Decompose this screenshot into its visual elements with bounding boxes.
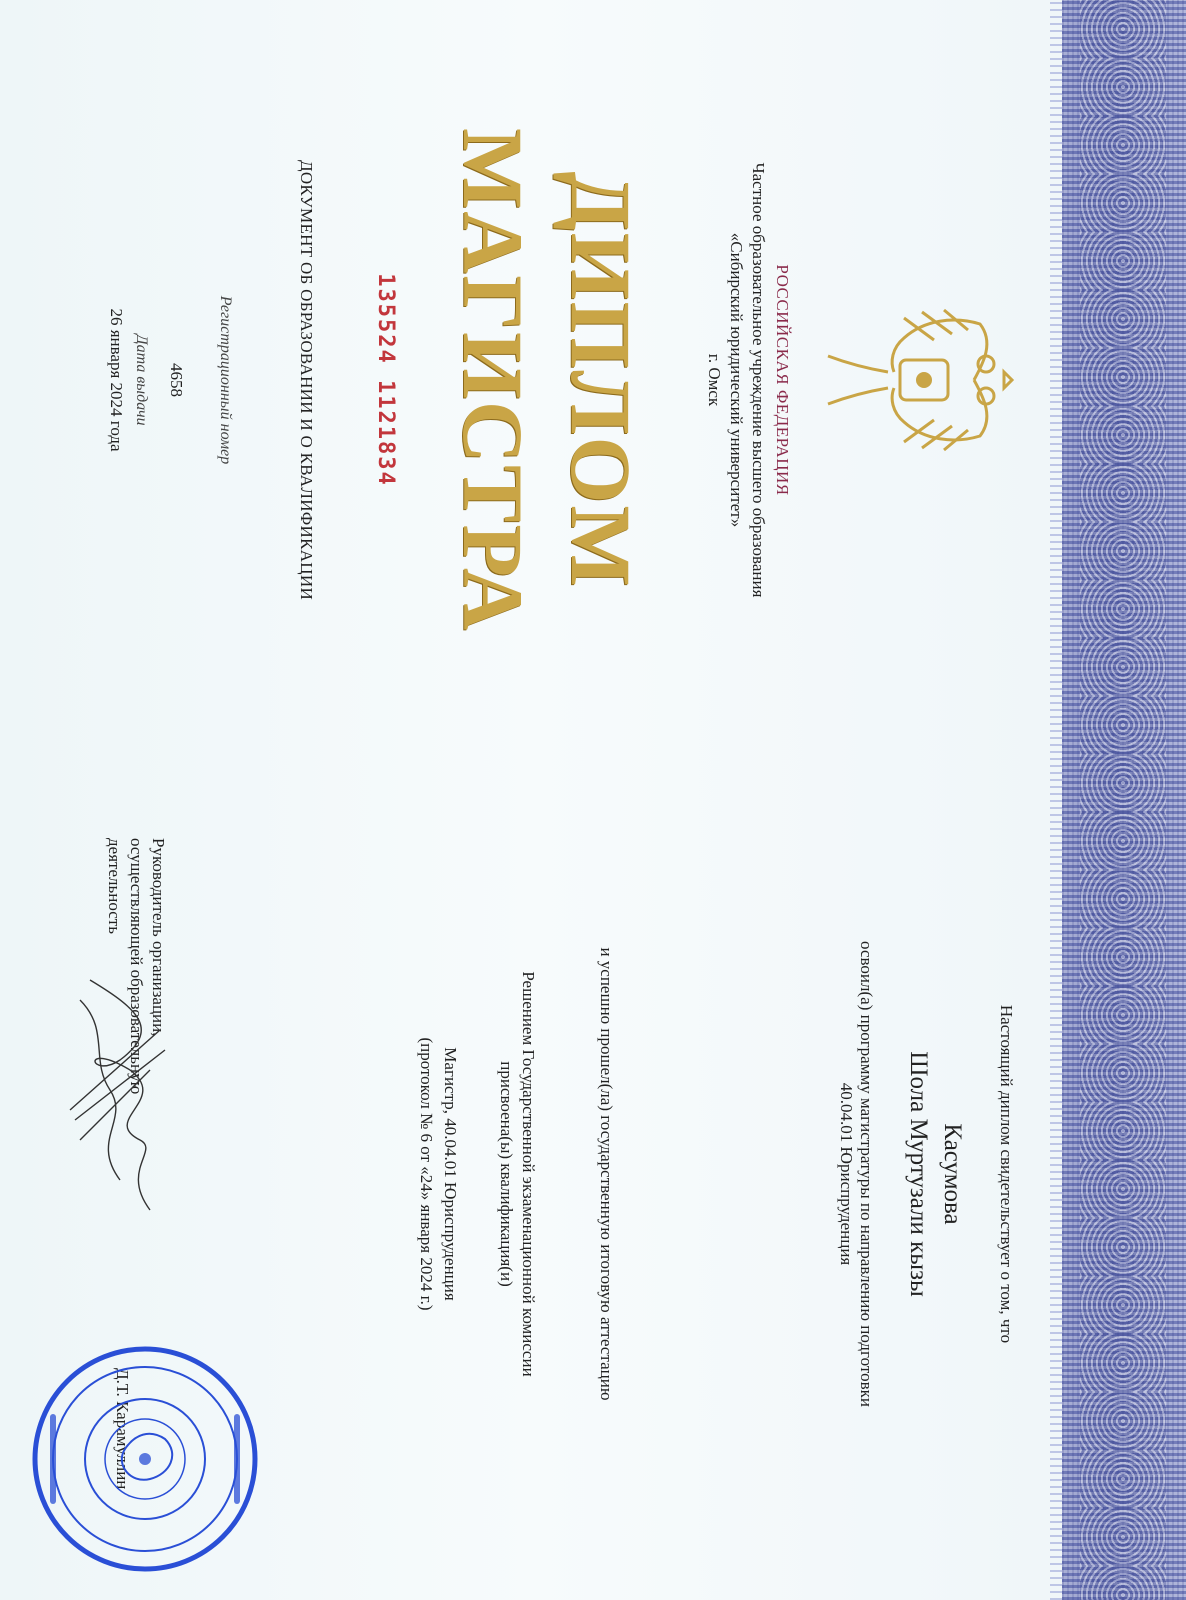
graduate-surname: Касумова <box>939 1123 966 1225</box>
commission-decision: Решением Государственной экзаменационной комиссии <box>519 971 538 1377</box>
graduate-name: Шола Муртузали кызы <box>905 1051 932 1297</box>
signatory-role-line2: осуществляющей образовательную <box>127 838 146 1095</box>
coat-of-arms-icon <box>818 302 1014 458</box>
certificate-intro: Настоящий диплом свидетельствует о том, что <box>997 1004 1016 1344</box>
qualification-name: Магистр, 40.04.01 Юриспруденция <box>441 1047 460 1301</box>
serial-number: 135524 1121834 <box>373 273 398 487</box>
diploma-title: ДИПЛОМ <box>553 171 649 589</box>
document-type: ДОКУМЕНТ ОБ ОБРАЗОВАНИИ И О КВАЛИФИКАЦИИ <box>297 159 316 601</box>
signatory-role-line3: деятельность <box>105 838 124 934</box>
exam-statement: и успешно прошел(ла) государственную итоговую аттестацию <box>597 947 616 1401</box>
issue-date: 26 января 2024 года <box>107 308 126 452</box>
handwritten-signature <box>60 970 180 1220</box>
country-name: РОССИЙСКАЯ ФЕДЕРАЦИЯ <box>773 264 792 496</box>
institution-name: «Сибирский юридический университет» <box>727 232 746 528</box>
qualification-awarded: присвоена(ы) квалификация(и) <box>497 1061 516 1287</box>
diploma-title-degree: МАГИСТРА <box>445 128 541 632</box>
protocol-reference: (протокол № 6 от «24» января 2024 г.) <box>417 1037 436 1311</box>
institution-city: г. Омск <box>705 353 724 407</box>
university-seal-stamp <box>30 1344 260 1574</box>
signatory-name: Д.Т. Карамуллин <box>113 1368 132 1490</box>
registration-number: 4658 <box>167 363 186 397</box>
registration-label: Регистрационный номер <box>217 295 234 465</box>
issue-date-label: Дата выдачи <box>133 334 150 426</box>
signatory-role: Руководитель организации, <box>149 838 168 1037</box>
program-statement: освоил(а) программу магистратуры по направлению подготовки <box>857 941 876 1407</box>
institution-type: Частное образовательное учреждение высшего образования <box>749 162 768 598</box>
program-code: 40.04.01 Юриспруденция <box>837 1082 856 1266</box>
